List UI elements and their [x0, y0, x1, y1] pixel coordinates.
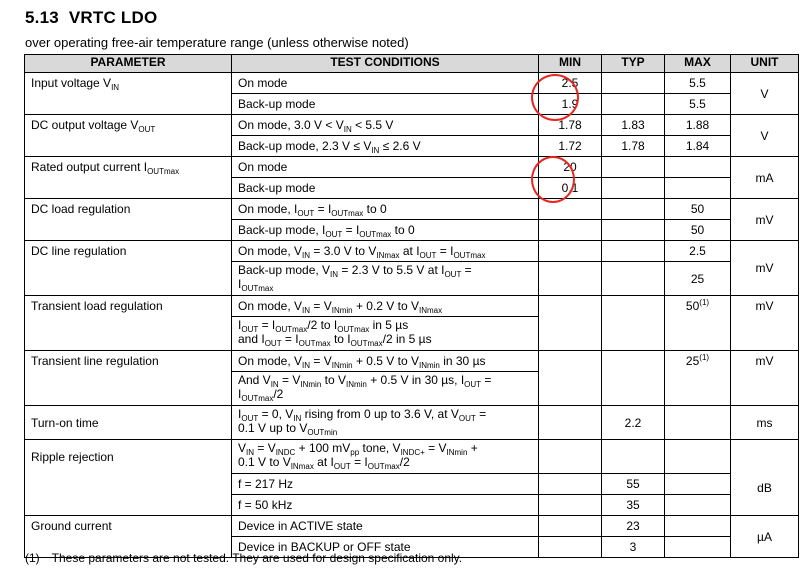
- condition-cell: On mode: [232, 73, 539, 94]
- max-cell: 1.84: [665, 136, 731, 157]
- spec-table: [24, 54, 799, 558]
- table-row: [25, 157, 799, 178]
- col-min: MIN: [539, 55, 602, 73]
- table-row: [25, 115, 799, 136]
- min-cell: [539, 351, 602, 406]
- unit-cell: mV: [731, 241, 799, 296]
- condition-cell: On mode, $I_{OUT} = I_{OUTmax}$ to 0: [232, 199, 539, 220]
- max-cell: 25$^{(1)}$: [665, 351, 731, 406]
- max-cell: 5.5: [665, 73, 731, 94]
- section-name: VRTC LDO: [68, 8, 158, 27]
- param-cell: Transient load regulation: [25, 296, 232, 351]
- condition-cell: f = 217 Hz: [232, 474, 539, 495]
- min-cell: 20: [539, 157, 602, 178]
- condition-cell: Back-up mode, 2.3 $V \le V_{IN} \le 2.6$ V: [232, 136, 539, 157]
- condition-cell: On mode: [232, 157, 539, 178]
- typ-cell: [602, 94, 665, 115]
- max-cell: [665, 440, 731, 474]
- col-parameter: PARAMETER: [25, 55, 232, 73]
- header-row: [25, 55, 799, 73]
- col-max: MAX: [665, 55, 731, 73]
- param-cell: Turn-on time: [25, 406, 232, 440]
- min-cell: 1.72: [539, 136, 602, 157]
- min-cell: 1.78: [539, 115, 602, 136]
- condition-cell: Device in BACKUP or OFF state: [232, 537, 539, 558]
- table-row: [25, 73, 799, 94]
- condition-cell: Back-up mode: [232, 94, 539, 115]
- max-cell: 50: [665, 220, 731, 241]
- max-cell: [665, 516, 731, 537]
- unit-cell: mV: [731, 351, 799, 406]
- typ-cell: 23: [602, 516, 665, 537]
- param-cell: Ripple rejection: [25, 440, 232, 516]
- condition-cell: Device in ACTIVE state: [232, 516, 539, 537]
- param-cell: Input voltage $V_{IN}$: [25, 73, 232, 115]
- unit-cell: V: [731, 73, 799, 115]
- min-cell: [539, 241, 602, 262]
- typ-cell: 1.78: [602, 136, 665, 157]
- col-typ: TYP: [602, 55, 665, 73]
- unit-cell: mV: [731, 199, 799, 241]
- col-unit: UNIT: [731, 55, 799, 73]
- condition-cell: Back-up mode, $I_{OUT} = I_{OUTmax}$ to 0: [232, 220, 539, 241]
- max-cell: 25: [665, 262, 731, 296]
- min-cell: [539, 537, 602, 558]
- max-cell: 50: [665, 199, 731, 220]
- condition-cell: $I_{OUT} = 0$, $V_{IN}$ rising from 0 up to 3.6 V, at $V_{OUT}$ = 0.1 V up to $V_{OUTmin}$: [232, 406, 539, 440]
- condition-cell: On mode, $V_{IN} = V_{INmin} + 0.2$ V to $V_{INmax}$: [232, 296, 539, 317]
- condition-cell: f = 50 kHz: [232, 495, 539, 516]
- param-cell: DC output voltage $V_{OUT}$: [25, 115, 232, 157]
- table-row: [25, 351, 799, 372]
- min-cell: [539, 220, 602, 241]
- min-cell: 1.9: [539, 94, 602, 115]
- typ-cell: [602, 241, 665, 262]
- unit-cell: mA: [731, 157, 799, 199]
- max-cell: 1.88: [665, 115, 731, 136]
- unit-cell: µA: [731, 516, 799, 558]
- condition-cell: On mode, 3.0 $V < V_{IN} < 5.5$ V: [232, 115, 539, 136]
- condition-cell: Back-up mode: [232, 178, 539, 199]
- min-cell: 2.5: [539, 73, 602, 94]
- min-cell: [539, 440, 602, 474]
- section-title: [25, 8, 157, 28]
- min-cell: [539, 516, 602, 537]
- unit-cell: dB: [731, 440, 799, 516]
- condition-cell: On mode, $V_{IN} = V_{INmin} + 0.5$ V to $V_{INmin}$ in 30 µs: [232, 351, 539, 372]
- table-row: [25, 296, 799, 317]
- param-cell: Ground current: [25, 516, 232, 558]
- typ-cell: [602, 220, 665, 241]
- table-row: [25, 440, 799, 474]
- typ-cell: 2.2: [602, 406, 665, 440]
- section-number: 5.13: [25, 8, 59, 27]
- table-subtitle: over operating free-air temperature range (unless otherwise noted): [25, 35, 409, 50]
- footnote: (1) These parameters are not tested. They are used for design specification only.: [25, 551, 463, 565]
- typ-cell: 55: [602, 474, 665, 495]
- max-cell: [665, 474, 731, 495]
- typ-cell: [602, 440, 665, 474]
- param-cell: Transient line regulation: [25, 351, 232, 406]
- min-cell: 0.1: [539, 178, 602, 199]
- max-cell: 5.5: [665, 94, 731, 115]
- max-cell: [665, 157, 731, 178]
- max-cell: [665, 495, 731, 516]
- typ-cell: [602, 351, 665, 406]
- min-cell: [539, 262, 602, 296]
- condition-cell: $V_{IN} = V_{INDC} + 100$ $mV_{pp}$ tone, $V_{INDC+} = V_{INmin}$ + 0.1 V to $V_{INmax}$ at $I_{OUT} = I_{OUTmax}/2$: [232, 440, 539, 474]
- table-row: [25, 199, 799, 220]
- red-annotation-circle: [531, 74, 579, 121]
- max-cell: 2.5: [665, 241, 731, 262]
- max-cell: [665, 537, 731, 558]
- unit-cell: V: [731, 115, 799, 157]
- param-cell: DC load regulation: [25, 199, 232, 241]
- max-cell: [665, 178, 731, 199]
- typ-cell: [602, 178, 665, 199]
- typ-cell: 35: [602, 495, 665, 516]
- red-annotation-circle: [531, 156, 575, 203]
- condition-cell: And $V_{IN} = V_{INmin}$ to $V_{INmin} + 0.5$ V in 30 µs, $I_{OUT}$ = $I_{OUTmax}/2$: [232, 372, 539, 406]
- typ-cell: [602, 157, 665, 178]
- min-cell: [539, 406, 602, 440]
- table-row: [25, 241, 799, 262]
- param-cell: DC line regulation: [25, 241, 232, 296]
- typ-cell: [602, 262, 665, 296]
- condition-cell: $I_{OUT} = I_{OUTmax}/2$ to $I_{OUTmax}$ in 5 µs and $I_{OUT} = I_{OUTmax}$ to $I_{OUTmax}/2$ in 5 µs: [232, 317, 539, 351]
- param-cell: Rated output current $I_{OUTmax}$: [25, 157, 232, 199]
- unit-cell: mV: [731, 296, 799, 351]
- table-row: [25, 406, 799, 440]
- max-cell: 50$^{(1)}$: [665, 296, 731, 351]
- min-cell: [539, 495, 602, 516]
- col-test-conditions: TEST CONDITIONS: [232, 55, 539, 73]
- typ-cell: 3: [602, 537, 665, 558]
- min-cell: [539, 474, 602, 495]
- unit-cell: ms: [731, 406, 799, 440]
- typ-cell: 1.83: [602, 115, 665, 136]
- table-row: [25, 516, 799, 537]
- typ-cell: [602, 73, 665, 94]
- max-cell: [665, 406, 731, 440]
- min-cell: [539, 296, 602, 351]
- typ-cell: [602, 199, 665, 220]
- condition-cell: On mode, $V_{IN} = 3.0$ V to $V_{INmax}$ at $I_{OUT} = I_{OUTmax}$: [232, 241, 539, 262]
- typ-cell: [602, 296, 665, 351]
- condition-cell: Back-up mode, $V_{IN} = 2.3$ V to 5.5 V at $I_{OUT}$ = $I_{OUTmax}$: [232, 262, 539, 296]
